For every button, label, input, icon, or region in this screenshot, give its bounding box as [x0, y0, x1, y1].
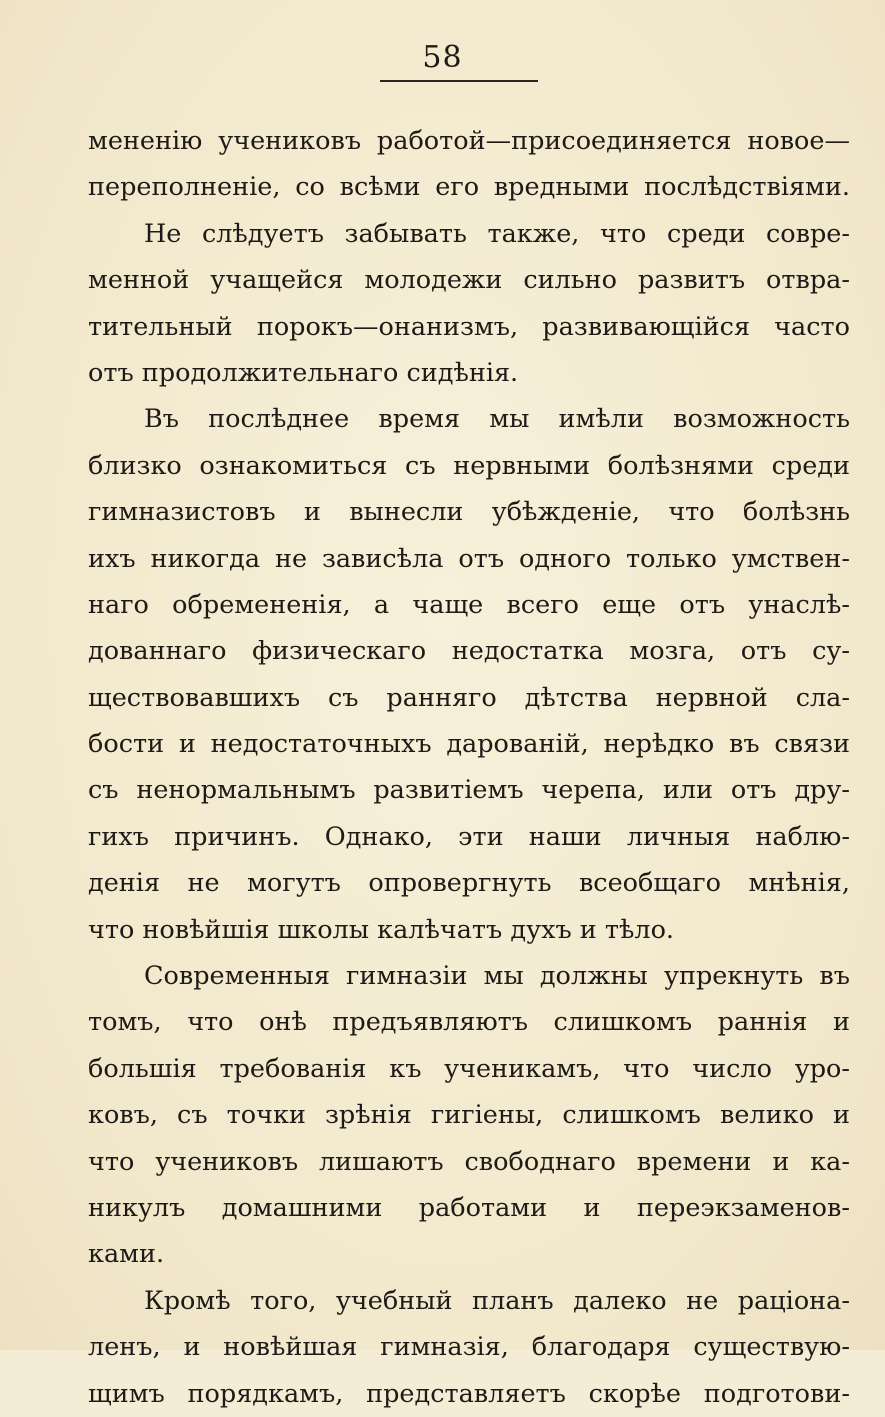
text-line: менной учащейся молодежи сильно развитъ отвра- [88, 265, 850, 296]
text-line: томъ, что онѣ предъявляютъ слишкомъ раннія и [88, 1007, 850, 1038]
text-line: что учениковъ лишаютъ свободнаго времени и ка- [88, 1146, 850, 1177]
text-line: бости и недостаточныхъ дарованій, нерѣдко въ связи [88, 729, 850, 760]
text-line: Въ послѣднее время мы имѣли возможность [144, 404, 850, 435]
text-line: близко ознакомиться съ нервными болѣзнями среди [88, 450, 850, 481]
text-line: щимъ порядкамъ, представляетъ скорѣе подготови- [88, 1378, 850, 1409]
text-line: никулъ домашними работами и переэкзаменов- [88, 1192, 850, 1223]
text-line: дованнаго физическаго недостатка мозга, отъ су- [88, 636, 850, 667]
text-line: ленъ, и новѣйшая гимназія, благодаря существую- [88, 1332, 850, 1363]
text-line: мененію учениковъ работой—присоединяется новое— [88, 126, 850, 156]
text-line: ками. [88, 1239, 165, 1270]
text-line: съ ненормальнымъ развитіемъ черепа, или отъ дру- [88, 775, 850, 806]
page-number: 58 [422, 40, 463, 75]
text-line: гихъ причинъ. Однако, эти наши личныя наблю- [88, 821, 850, 852]
text-line: наго обремененія, а чаще всего еще отъ унаслѣ- [88, 589, 850, 620]
text-line: переполненіе, со всѣми его вредными послѣдствіями. [88, 172, 850, 203]
text-line: денія не могутъ опровергнуть всеобщаго мнѣнія, [88, 868, 850, 899]
text-line: Современныя гимназіи мы должны упрекнуть въ [144, 961, 850, 992]
text-line: большія требованія къ ученикамъ, что число уро- [88, 1053, 850, 1084]
text-line: ковъ, съ точки зрѣнія гигіены, слишкомъ велико и [88, 1100, 850, 1131]
text-line: гимназистовъ и вынесли убѣжденіе, что болѣзнь [88, 497, 850, 528]
text-line: ихъ никогда не зависѣла отъ одного только умствен- [88, 543, 850, 574]
text-line: что новѣйшія школы калѣчатъ духъ и тѣло. [88, 914, 675, 945]
body-text [88, 118, 850, 1417]
text-line: ществовавшихъ съ ранняго дѣтства нервной сла- [88, 682, 850, 713]
text-line: отъ продолжительнаго сидѣнія. [88, 357, 519, 388]
page-number-rule [380, 80, 538, 82]
text-line: Не слѣдуетъ забывать также, что среди совре- [144, 218, 850, 249]
text-line: тительный порокъ—онанизмъ, развивающійся часто [88, 311, 850, 342]
text-line: Кромѣ того, учебный планъ далеко не раціона- [144, 1285, 850, 1316]
